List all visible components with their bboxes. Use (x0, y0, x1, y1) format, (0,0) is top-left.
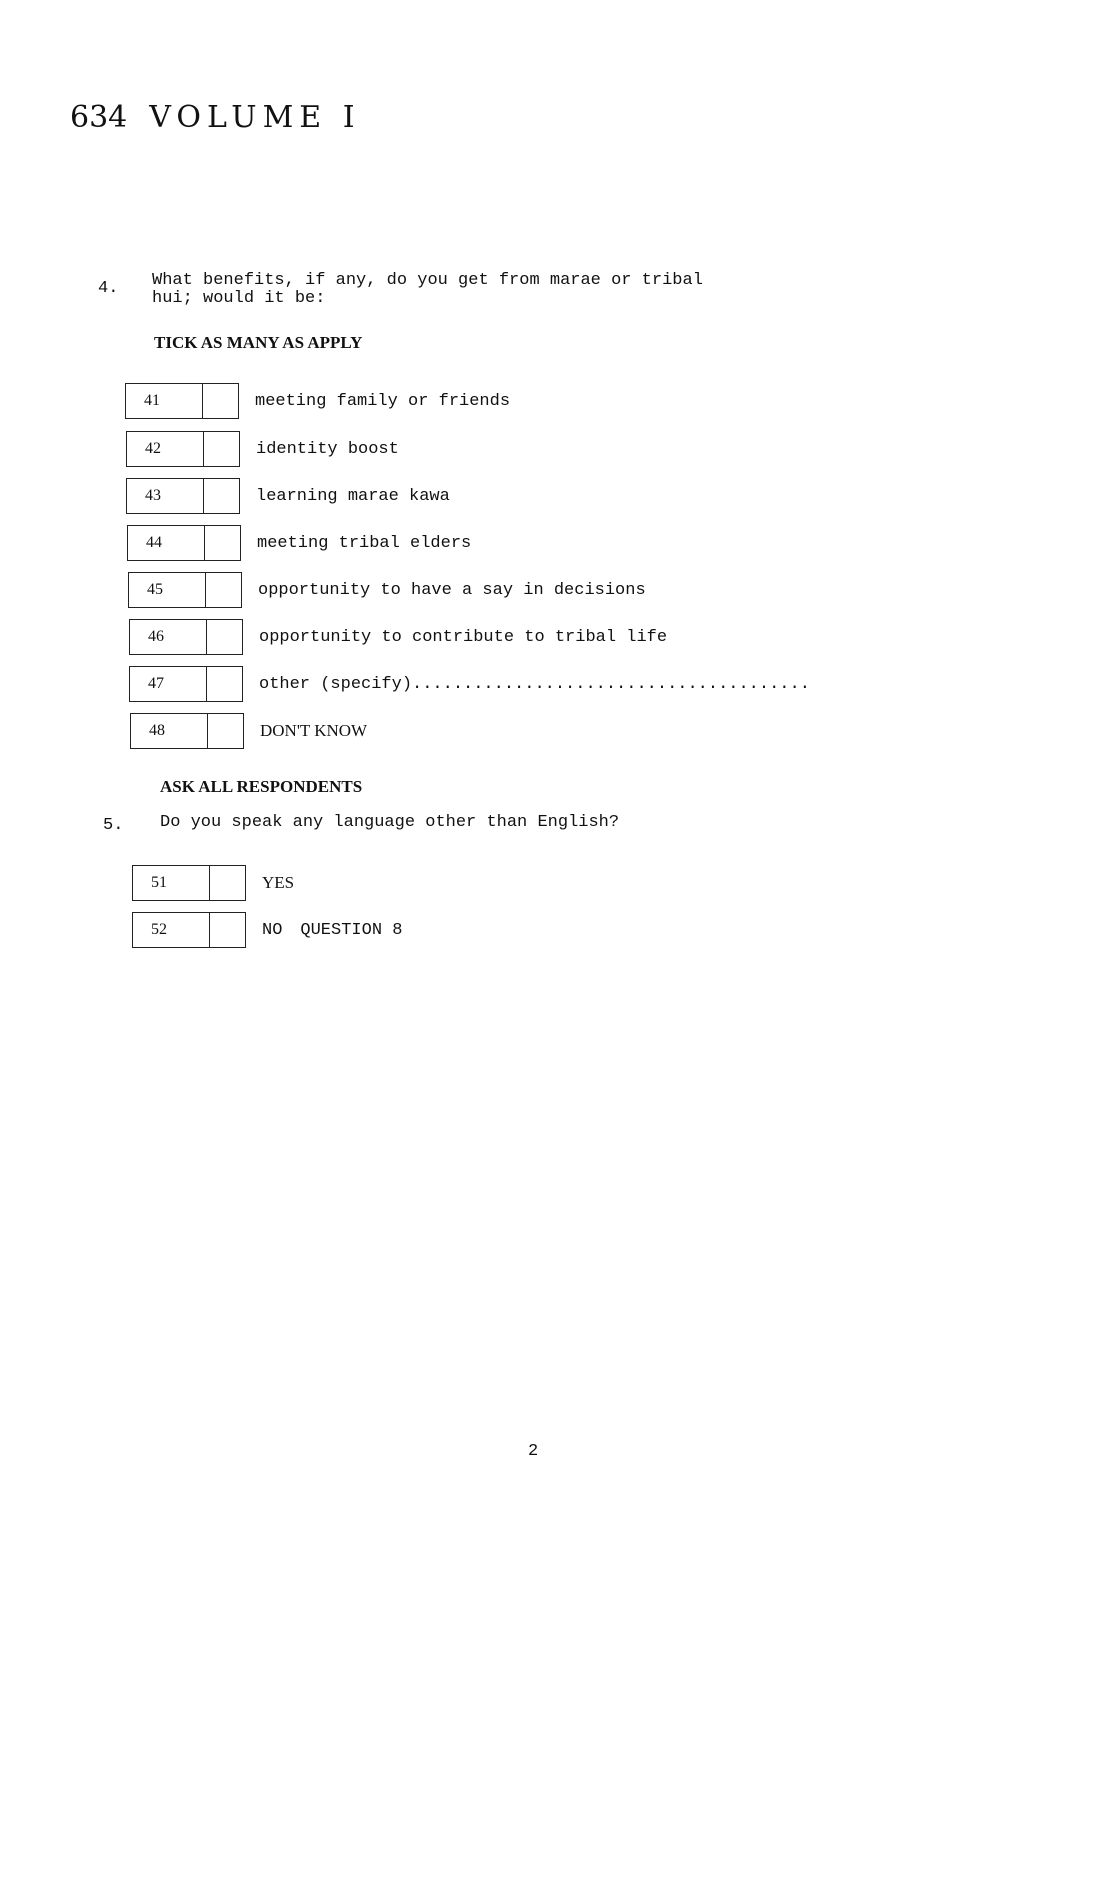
ask-all-instruction: ASK ALL RESPONDENTS (160, 777, 363, 796)
tick-box[interactable] (210, 865, 246, 901)
tick-box[interactable] (207, 619, 243, 655)
question-4-text-line1: What benefits, if any, do you get from marae or tribal (152, 271, 703, 290)
code-box: 41 (125, 383, 203, 419)
question-4-text (152, 272, 703, 308)
option-label: DON'T KNOW (260, 721, 368, 740)
tick-box[interactable] (206, 572, 242, 608)
tick-box[interactable] (204, 478, 240, 514)
footer-page-number: 2 (528, 1442, 539, 1461)
option-45 (128, 571, 646, 609)
option-label: opportunity to have a say in decisions (258, 580, 646, 600)
question-4-text-line2: hui; would it be: (152, 289, 326, 308)
option-47 (129, 665, 810, 703)
page-header (70, 100, 361, 135)
question-5-text: Do you speak any language other than English? (160, 813, 620, 832)
code-box: 43 (126, 478, 204, 514)
option-label: meeting family or friends (255, 391, 511, 411)
option-42 (126, 430, 399, 468)
option-51 (132, 864, 294, 902)
volume-title: VOLUME I (149, 100, 361, 135)
tick-box[interactable] (208, 713, 244, 749)
option-48 (130, 712, 367, 750)
option-label: learning marae kawa (256, 486, 450, 506)
tick-box[interactable] (207, 666, 243, 702)
option-label: YES (262, 873, 295, 892)
routing-instruction: QUESTION 8 (300, 920, 403, 940)
question-4-number: 4. (98, 279, 119, 298)
page-number: 634 (70, 100, 128, 135)
code-box: 45 (128, 572, 206, 608)
code-box: 47 (129, 666, 207, 702)
option-label: opportunity to contribute to tribal life (259, 627, 668, 647)
tick-box[interactable] (204, 431, 240, 467)
option-43 (126, 477, 450, 515)
option-46 (129, 618, 667, 656)
option-label: NO (262, 920, 283, 940)
tick-box[interactable] (203, 383, 239, 419)
code-box: 42 (126, 431, 204, 467)
tick-box[interactable] (205, 525, 241, 561)
option-52 (132, 911, 402, 949)
code-box: 48 (130, 713, 208, 749)
code-box: 44 (127, 525, 205, 561)
option-label: meeting tribal elders (257, 533, 472, 553)
option-44 (127, 524, 471, 562)
question-5-number: 5. (103, 816, 124, 835)
tick-instruction: TICK AS MANY AS APPLY (154, 333, 363, 352)
code-box: 51 (132, 865, 210, 901)
code-box: 46 (129, 619, 207, 655)
code-box: 52 (132, 912, 210, 948)
option-41 (125, 382, 510, 420)
option-label: identity boost (256, 439, 399, 459)
option-label: other (specify)....................................... (259, 674, 810, 694)
tick-box[interactable] (210, 912, 246, 948)
